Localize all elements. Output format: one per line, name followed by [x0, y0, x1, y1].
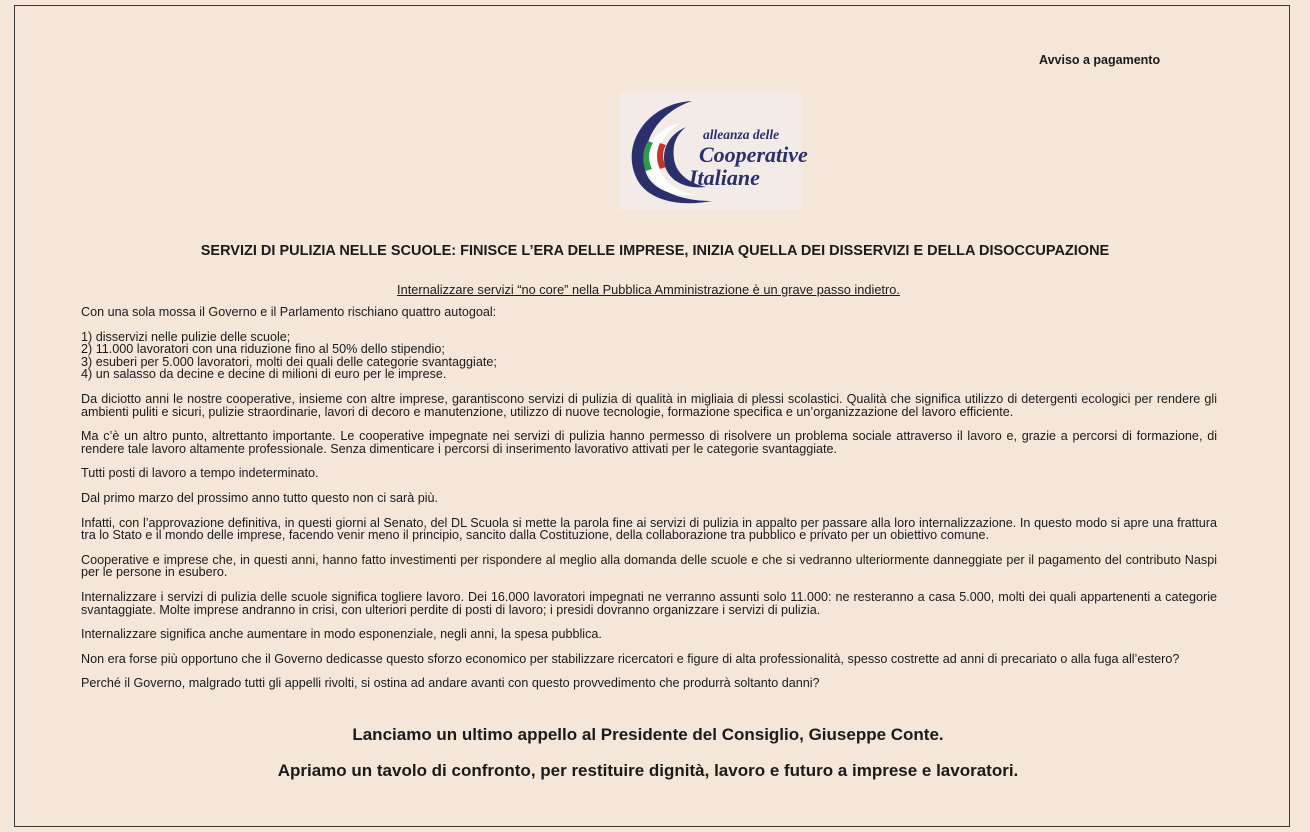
paragraph: Dal primo marzo del prossimo anno tutto questo non ci sarà più. — [81, 490, 439, 505]
autogoal-list — [81, 331, 1217, 381]
list-item: 4) un salasso da decine e decine di milioni di euro per le imprese. — [81, 367, 447, 382]
logo-text-line1: alleanza delle — [703, 127, 780, 142]
paragraph: Cooperative e imprese che, in questi anni, hanno fatto investimenti per rispondere al meglio alla domanda delle scuole e che si vedranno ulteriormente danneggiate per il pagamento del contributo Naspi per le persone in esubero. — [81, 552, 1217, 580]
article-body — [81, 306, 1217, 702]
paragraph: Perché il Governo, malgrado tutti gli appelli rivolti, si ostina ad andare avanti con questo provvedimento che produrrà soltanto danni? — [81, 676, 820, 691]
list-item: 3) esuberi per 5.000 lavoratori, molti dei quali delle categorie svantaggiate; — [81, 354, 497, 369]
list-item: 1) disservizi nelle pulizie delle scuole; — [81, 329, 291, 344]
headline: SERVIZI DI PULIZIA NELLE SCUOLE: FINISCE L’ERA DELLE IMPRESE, INIZIA QUELLA DEI DISSERVIZI E DELLA DISOCCUPAZIONE — [200, 243, 1110, 259]
list-item: 2) 11.000 lavoratori con una riduzione fino al 50% dello stipendio; — [81, 342, 445, 357]
subheadline: Internalizzare servizi “no core” nella Pubblica Amministrazione è un grave passo indietro. — [397, 282, 900, 297]
appeal-line-1: Lanciamo un ultimo appello al Presidente del Consiglio, Giuseppe Conte. — [352, 725, 944, 744]
paragraph: Infatti, con l’approvazione definitiva, in questi giorni al Senato, del DL Scuola si mette la parola fine ai servizi di pulizia in appalto per passare alla loro internalizzazione. In questo modo si apre una frattura tra lo Stato e il mondo delle imprese, facendo venir meno il principio, sancito dalla Costituzione, della collaborazione tra pubblico e privato per un obiettivo comune. — [81, 515, 1217, 543]
logo-text-line2: Cooperative — [699, 142, 808, 167]
paragraph: Internalizzare significa anche aumentare in modo esponenziale, negli anni, la spesa pubblica. — [81, 627, 602, 642]
logo-text-line3: Italiane — [689, 165, 760, 190]
paragraph: Tutti posti di lavoro a tempo indeterminato. — [81, 466, 319, 481]
paragraph: Da diciotto anni le nostre cooperative, insieme con altre imprese, garantiscono servizi di pulizia di qualità in migliaia di plessi scolastici. Qualità che significa utilizzo di detergenti ecologici per rendere gli ambienti puliti e sicuri, pulizie straordinarie, lavori di decoro e manutenzione, utilizzo di nuove tecnologie, formazione specifica e un’organizzazione del lavoro efficiente. — [81, 391, 1217, 419]
paid-notice-label: Avviso a pagamento — [1039, 53, 1161, 67]
paragraph: Non era forse più opportuno che il Governo dedicasse questo sforzo economico per stabilizzare ricercatori e figure di alta professionalità, spesso costrette ad anni di precariato o alla fuga all’estero? — [81, 651, 1180, 666]
appeal-line-2: Apriamo un tavolo di confronto, per restituire dignità, lavoro e futuro a imprese e lavoratori. — [277, 761, 1019, 780]
paragraph: Ma c’è un altro punto, altrettanto importante. Le cooperative impegnate nei servizi di pulizia hanno permesso di risolvere un problema sociale attraverso il lavoro e, grazie a percorsi di formazione, di rendere tale lavoro altamente professionale. Senza dimenticare i percorsi di inserimento lavorativo attivati per le categorie svantaggiate. — [81, 429, 1217, 456]
paragraph: Internalizzare i servizi di pulizia delle scuole significa togliere lavoro. Dei 16.000 lavoratori impegnati ne verranno assunti solo 11.000: ne resteranno a casa 5.000, molti dei quali appartenenti a categorie svantaggiate. Molte imprese andranno in crisi, con ulteriori perdite di posti di lavoro; i presidi dovranno organizzare i servizi di pulizia. — [81, 589, 1217, 617]
alleanza-cooperative-logo — [620, 93, 808, 210]
intro-paragraph: Con una sola mossa il Governo e il Parlamento rischiano quattro autogoal: — [81, 305, 497, 319]
